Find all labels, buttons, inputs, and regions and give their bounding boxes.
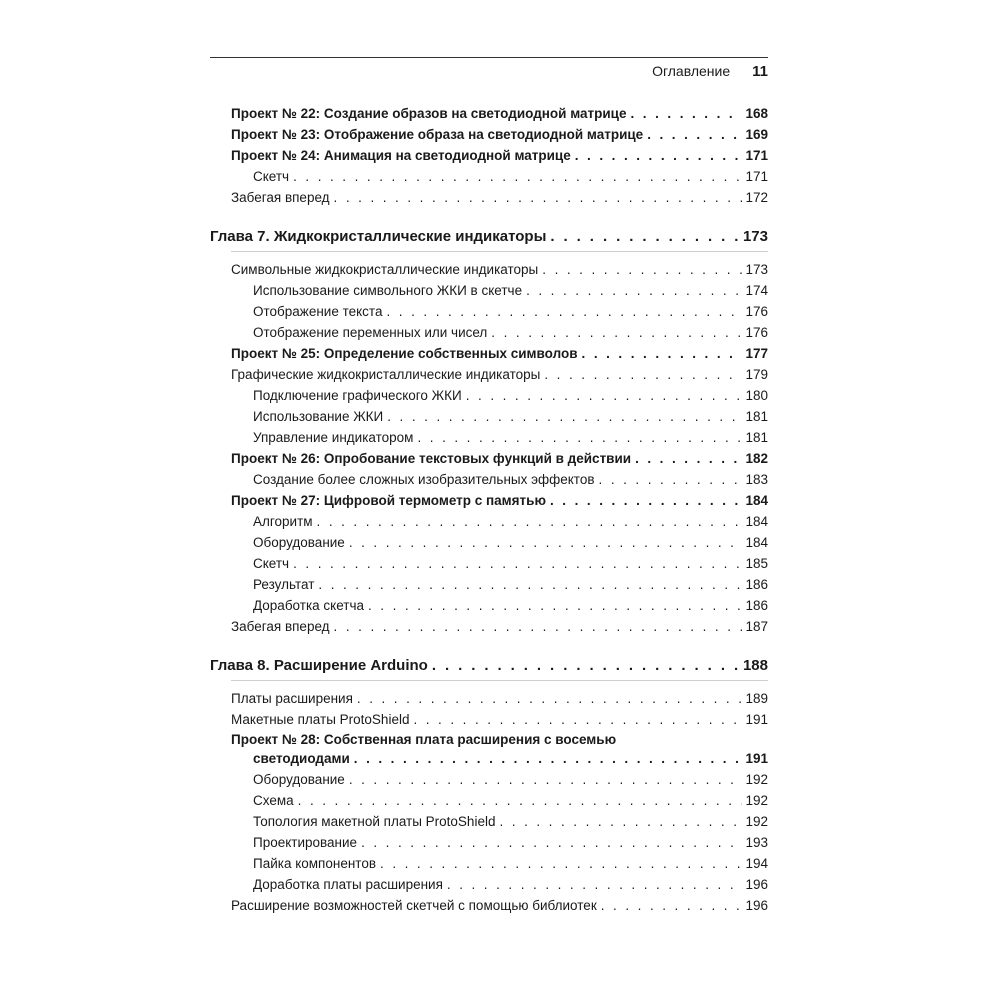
toc-entry-title: Графические жидкокристаллические индикаторы	[231, 367, 541, 382]
toc-leader-dots	[380, 856, 742, 871]
toc-entry-page: 174	[745, 283, 768, 298]
toc-entry-title: Скетч	[253, 169, 290, 184]
toc-entry	[210, 382, 768, 403]
toc-entry-project-22	[210, 100, 768, 121]
toc-leader-dots	[317, 514, 743, 529]
toc-leader-dots	[386, 304, 742, 319]
toc-leader-dots	[293, 169, 742, 184]
toc-entry-project-25	[210, 340, 768, 361]
toc-entry	[210, 508, 768, 529]
toc-entry	[210, 787, 768, 808]
toc-entry-page: 184	[745, 535, 768, 550]
toc-entry-looking-ahead	[210, 184, 768, 205]
toc-chapter-page: 173	[742, 228, 768, 245]
table-of-contents	[210, 100, 768, 913]
toc-leader-dots	[368, 598, 742, 613]
toc-entry-title: Создание более сложных изобразительных эффектов	[253, 472, 595, 487]
toc-leader-dots	[647, 127, 742, 142]
toc-leader-dots	[361, 835, 742, 850]
toc-entry-title: Проект № 25: Определение собственных символов	[231, 346, 578, 361]
toc-leader-dots	[298, 793, 743, 808]
toc-chapter-7	[210, 223, 768, 245]
toc-entry-title-line1: Проект № 28: Собственная плата расширения с восемью	[231, 732, 617, 747]
toc-entry-title: Оборудование	[253, 772, 345, 787]
toc-entry-page: 192	[745, 814, 768, 829]
toc-entry-title: Топология макетной платы ProtoShield	[253, 814, 496, 829]
toc-entry-title-line2: светодиодами	[253, 751, 350, 766]
toc-entry-title: Проект № 24: Анимация на светодиодной матрице	[231, 148, 571, 163]
chapter-divider	[231, 680, 768, 681]
toc-entry-page: 192	[745, 772, 768, 787]
toc-entry-page: 181	[745, 430, 768, 445]
toc-entry	[210, 361, 768, 382]
toc-entry-project-28	[210, 727, 768, 766]
toc-leader-dots	[354, 751, 743, 766]
toc-leader-dots	[542, 262, 742, 277]
toc-entry-page: 181	[745, 409, 768, 424]
toc-leader-dots	[349, 535, 743, 550]
toc-entry-page: 171	[745, 148, 768, 163]
toc-entry-page: 168	[745, 106, 768, 121]
chapter-divider	[231, 251, 768, 252]
toc-leader-dots	[293, 556, 742, 571]
toc-entry-title: Проект № 22: Создание образов на светодиодной матрице	[231, 106, 627, 121]
toc-entry	[210, 685, 768, 706]
toc-chapter-8	[210, 652, 768, 674]
toc-entry	[210, 613, 768, 634]
toc-entry-title: Макетные платы ProtoShield	[231, 712, 410, 727]
toc-entry	[210, 550, 768, 571]
toc-entry	[210, 829, 768, 850]
toc-entry-title: Использование символьного ЖКИ в скетче	[253, 283, 523, 298]
toc-entry	[210, 571, 768, 592]
toc-entry-page: 173	[745, 262, 768, 277]
toc-entry-title: Оборудование	[253, 535, 345, 550]
toc-entry-page: 185	[745, 556, 768, 571]
toc-entry-title: Отображение переменных или чисел	[253, 325, 488, 340]
toc-leader-dots	[349, 772, 743, 787]
toc-entry-title: Проект № 26: Опробование текстовых функций в действии	[231, 451, 632, 466]
toc-entry-title: Платы расширения	[231, 691, 353, 706]
toc-entry-project-23	[210, 121, 768, 142]
toc-leader-dots	[499, 814, 742, 829]
toc-entry-page: 180	[745, 388, 768, 403]
toc-entry	[210, 892, 768, 913]
toc-entry	[210, 424, 768, 445]
toc-entry	[210, 529, 768, 550]
toc-entry	[210, 466, 768, 487]
toc-entry-project-26	[210, 445, 768, 466]
toc-entry-title: Доработка платы расширения	[253, 877, 443, 892]
toc-entry	[210, 706, 768, 727]
toc-entry-page: 187	[745, 619, 768, 634]
toc-entry-title: Подключение графического ЖКИ	[253, 388, 462, 403]
toc-entry	[210, 298, 768, 319]
toc-entry	[210, 319, 768, 340]
toc-entry-page: 182	[745, 451, 768, 466]
toc-entry-title: Результат	[253, 577, 315, 592]
toc-leader-dots	[413, 712, 742, 727]
toc-entry-title: Использование ЖКИ	[253, 409, 384, 424]
toc-entry-page: 179	[745, 367, 768, 382]
toc-entry-page: 191	[745, 712, 768, 727]
toc-entry-page: 176	[745, 304, 768, 319]
toc-entry	[210, 850, 768, 871]
toc-entry-title: Забегая вперед	[231, 619, 330, 634]
toc-entry-page: 189	[745, 691, 768, 706]
toc-entry-page: 192	[745, 793, 768, 808]
toc-entry-title: Проект № 23: Отображение образа на светодиодной матрице	[231, 127, 644, 142]
toc-entry-title: Скетч	[253, 556, 290, 571]
toc-entry-page: 171	[745, 169, 768, 184]
toc-entry-project-24	[210, 142, 768, 163]
toc-leader-dots	[334, 190, 743, 205]
toc-entry-title: Расширение возможностей скетчей с помощью библиотек	[231, 898, 597, 913]
running-header	[210, 63, 768, 83]
toc-entry-title: Доработка скетча	[253, 598, 364, 613]
toc-entry-page: 176	[745, 325, 768, 340]
toc-entry-page: 194	[745, 856, 768, 871]
toc-entry-project-27	[210, 487, 768, 508]
toc-leader-dots	[334, 619, 743, 634]
toc-leader-dots	[466, 388, 743, 403]
toc-entry-page: 196	[745, 877, 768, 892]
toc-entry-page: 183	[745, 472, 768, 487]
toc-entry	[210, 871, 768, 892]
toc-leader-dots	[575, 148, 743, 163]
toc-entry	[210, 766, 768, 787]
toc-entry-title: Отображение текста	[253, 304, 383, 319]
toc-leader-dots	[599, 472, 743, 487]
toc-leader-dots	[387, 409, 742, 424]
toc-entry	[210, 592, 768, 613]
toc-entry-page: 184	[745, 493, 768, 508]
toc-entry-page: 169	[745, 127, 768, 142]
toc-leader-dots	[491, 325, 742, 340]
toc-entry-page: 191	[745, 751, 768, 766]
toc-entry-page: 193	[745, 835, 768, 850]
toc-entry	[210, 256, 768, 277]
toc-leader-dots	[357, 691, 743, 706]
toc-entry-title: Проект № 27: Цифровой термометр с памятью	[231, 493, 546, 508]
toc-entry-page: 172	[745, 190, 768, 205]
toc-leader-dots	[601, 898, 743, 913]
toc-entry	[210, 403, 768, 424]
toc-entry-title: Схема	[253, 793, 294, 808]
toc-leader-dots	[432, 657, 740, 674]
header-rule	[210, 57, 768, 58]
toc-entry-title: Проектирование	[253, 835, 358, 850]
toc-entry	[210, 808, 768, 829]
toc-chapter-title: Глава 7. Жидкокристаллические индикаторы	[210, 228, 547, 245]
toc-entry-title: Пайка компонентов	[253, 856, 377, 871]
toc-leader-dots	[417, 430, 742, 445]
toc-entry-page: 184	[745, 514, 768, 529]
toc-leader-dots	[526, 283, 742, 298]
toc-chapter-title: Глава 8. Расширение Arduino	[210, 657, 428, 674]
toc-leader-dots	[631, 106, 743, 121]
toc-entry-title: Символьные жидкокристаллические индикаторы	[231, 262, 539, 277]
toc-entry-sketch	[210, 163, 768, 184]
toc-leader-dots	[550, 493, 742, 508]
toc-entry-page: 196	[745, 898, 768, 913]
toc-entry-title: Алгоритм	[253, 514, 313, 529]
toc-chapter-page: 188	[742, 657, 768, 674]
toc-entry-page: 186	[745, 598, 768, 613]
toc-entry	[210, 277, 768, 298]
toc-entry-page: 186	[745, 577, 768, 592]
toc-leader-dots	[635, 451, 742, 466]
running-header-page-number: 11	[752, 63, 768, 80]
toc-entry-page: 177	[745, 346, 768, 361]
toc-entry-title: Управление индикатором	[253, 430, 414, 445]
toc-leader-dots	[582, 346, 743, 361]
toc-leader-dots	[544, 367, 742, 382]
toc-entry-title: Забегая вперед	[231, 190, 330, 205]
toc-leader-dots	[447, 877, 743, 892]
toc-leader-dots	[550, 228, 740, 245]
toc-leader-dots	[318, 577, 742, 592]
running-header-title: Оглавление	[652, 63, 731, 79]
